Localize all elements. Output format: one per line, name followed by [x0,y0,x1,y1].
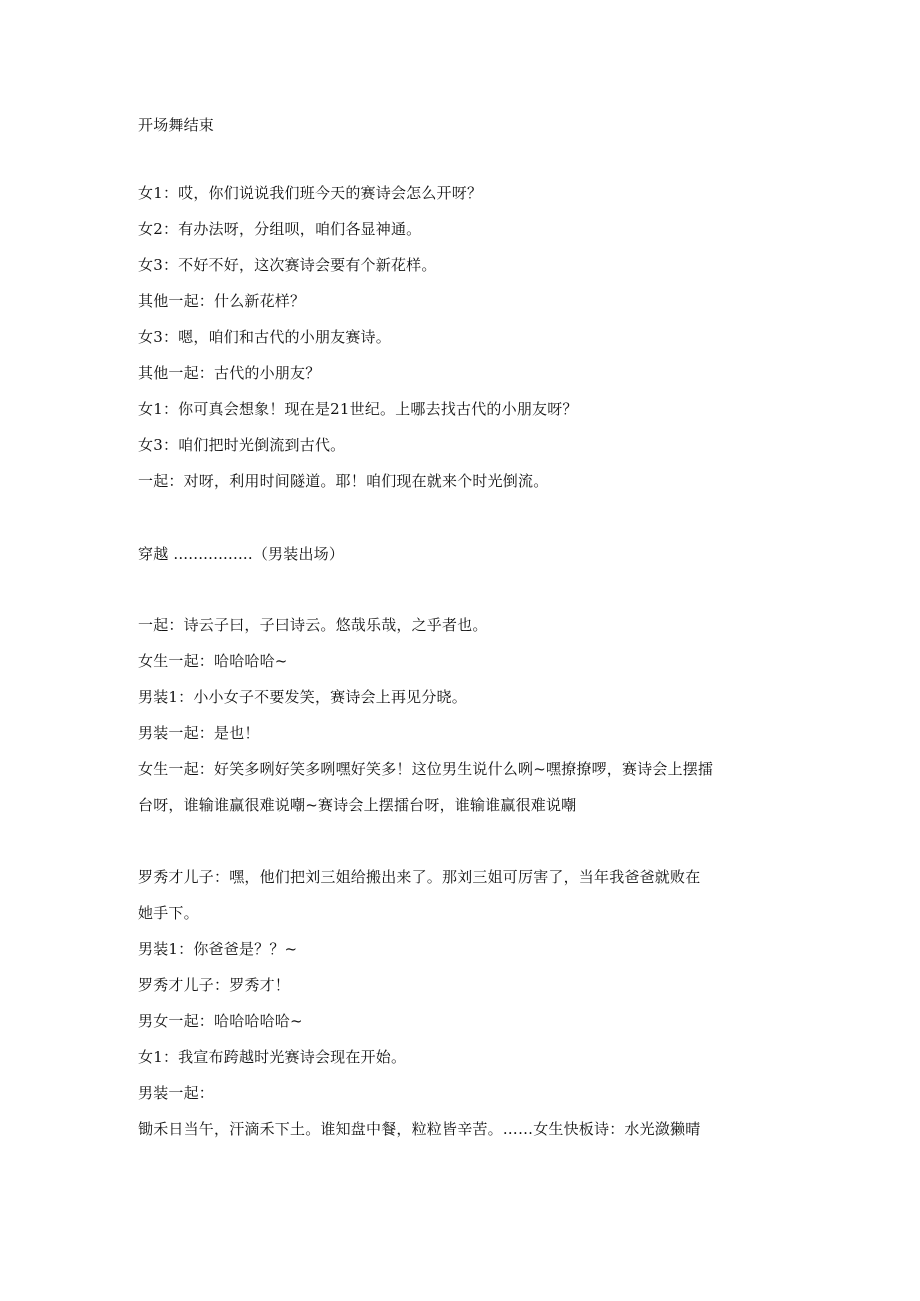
dialogue-line: 罗秀才儿子：嘿，他们把刘三姐给搬出来了。那刘三姐可厉害了，当年我爸爸就败在 [138,868,701,886]
dialogue-line: 男装一起：是也！ [138,724,260,742]
dialogue-line: 其他一起：什么新花样？ [138,292,306,310]
dialogue-line: 男装1：小小女子不要发笑，赛诗会上再见分晓。 [138,688,467,706]
dialogue-line: 女1：我宣布跨越时光赛诗会现在开始。 [138,1048,407,1066]
section-heading: 开场舞结束 [138,116,215,134]
dialogue-line: 女3：不好不好，这次赛诗会要有个新花样。 [138,256,437,274]
dialogue-line: 其他一起：古代的小朋友？ [138,364,321,382]
dialogue-line: 男装1：你爸爸是？？~ [138,940,298,958]
dialogue-line: 女生一起：哈哈哈哈~ [138,652,288,670]
dialogue-line: 女1：哎，你们说说我们班今天的赛诗会怎么开呀？ [138,184,483,202]
dialogue-line: 男装一起： [138,1084,215,1102]
dialogue-line: 罗秀才儿子：罗秀才！ [138,976,291,994]
dialogue-line: 一起：对呀，利用时间隧道。耶！咱们现在就来个时光倒流。 [138,472,549,490]
dialogue-line: 一起：诗云子曰，子曰诗云。悠哉乐哉，之乎者也。 [138,616,488,634]
dialogue-line: 男女一起：哈哈哈哈哈~ [138,1012,303,1030]
dialogue-line: 台呀，谁输谁赢很难说嘲~赛诗会上摆擂台呀，谁输谁赢很难说嘲 [138,796,577,814]
transition-line: 穿越 ................（男装出场） [138,545,345,563]
dialogue-line: 女3：嗯，咱们和古代的小朋友赛诗。 [138,328,391,346]
dialogue-line: 女生一起：好笑多咧好笑多咧嘿好笑多！这位男生说什么咧~嘿撩撩啰，赛诗会上摆擂 [138,760,714,778]
dialogue-line: 锄禾日当午，汗滴禾下土。谁知盘中餐，粒粒皆辛苦。……女生快板诗：水光潋獭晴 [138,1120,701,1138]
dialogue-line: 女2：有办法呀，分组呗，咱们各显神通。 [138,220,422,238]
dialogue-line: 她手下。 [138,904,199,922]
dialogue-line: 女3：咱们把时光倒流到古代。 [138,436,346,454]
dialogue-line: 女1：你可真会想象！现在是21世纪。上哪去找古代的小朋友呀？ [138,400,578,418]
